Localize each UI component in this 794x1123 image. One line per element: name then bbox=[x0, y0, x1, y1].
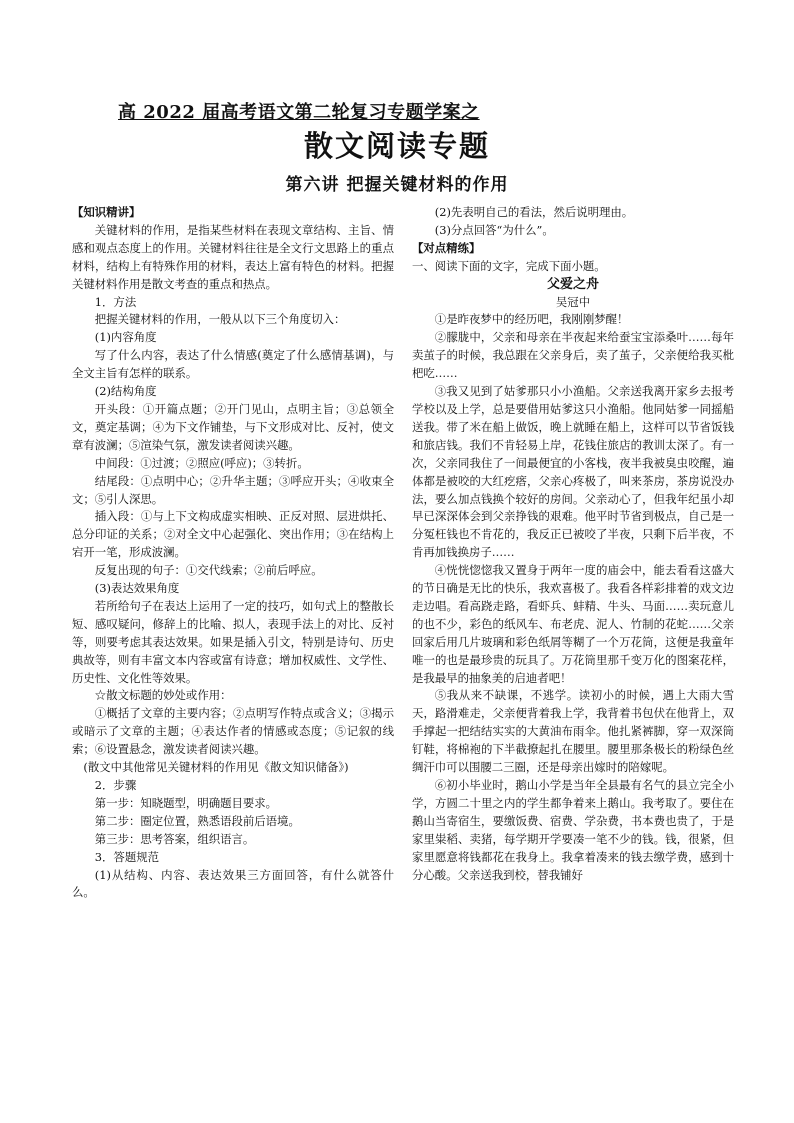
paragraph: (1)从结构、内容、表达效果三方面回答，有什么就答什么。 bbox=[72, 867, 394, 900]
page-title: 散文阅读专题 bbox=[303, 129, 490, 163]
paragraph: ①概括了文章的主要内容；②点明写作特点或含义；③揭示或暗示了文章的主题；④表达作者的情感或态度；⑤记叙的线索；⑥设置悬念，激发读者阅读兴趣。 bbox=[72, 706, 394, 757]
story-paragraph: ②朦胧中，父亲和母亲在半夜起来给蚕宝宝添桑叶……每年卖茧子的时候，我总跟在父亲身后，卖了茧子，父亲便给我买枇杷吃…… bbox=[412, 330, 734, 381]
story-author: 吴冠中 bbox=[555, 294, 591, 309]
document-series-title: 高 2022 届高考语文第二轮复习专题学案之 bbox=[118, 102, 480, 123]
subheading: 3．答题规范 bbox=[94, 849, 159, 864]
story-title: 父爱之舟 bbox=[546, 276, 599, 292]
paragraph: 中间段：①过渡；②照应(呼应)；③转折。 bbox=[94, 455, 309, 470]
subheading: ☆散文标题的妙处或作用： bbox=[94, 688, 232, 703]
paragraph: 第二步：圈定位置，熟悉语段前后语境。 bbox=[94, 813, 300, 828]
story-paragraph: ④恍恍惚惚我又置身于两年一度的庙会中，能去看看这盛大的节日确是无比的快乐，我欢喜极了。我看各样彩排着的戏文边走边唱。看高跷走路，看虾兵、蚌精、牛头、马面……卖玩意儿的也不少，彩色的纸风车、布老虎、泥人、竹制的花蛇……父亲回家后用几片玻璃和彩色纸屑等糊了一个万花筒，这便是我童年唯一的也是最珍贵的玩具了。万花筒里那千变万化的图案花样，是我最早的抽象美的启迪者吧！ bbox=[412, 563, 734, 685]
paragraph: 结尾段：①点明中心；②升华主题；③呼应开头；④收束全文；⑤引人深思。 bbox=[72, 473, 394, 506]
paragraph: 若所给句子在表达上运用了一定的技巧，如句式上的整散长短、感叹疑问，修辞上的比喻、拟人，表现手法上的对比、反衬等，则要考虑其表达效果。如果是插入引文，特别是诗句、历史典故等，则有丰富文本内容或富有诗意；增加权威性、文学性、历史性、文化性等效果。 bbox=[72, 598, 394, 685]
story-paragraph: ⑥初小毕业时，鹅山小学是当年全县最有名气的县立完全小学，方圆二十里之内的学生都争着来上鹅山。我考取了。要住在鹅山当寄宿生，要缴饭费、宿费、学杂费，书本费也贵了，于是家里粜稻、卖猪，每学期开学要凑一笔不少的钱。钱，很紧，但家里愿意将钱都花在我身上。我拿着凑来的钱去缴学费，感到十分心酸。父亲送我到校，替我铺好 bbox=[412, 778, 734, 882]
paragraph: (3)分点回答“为什么”。 bbox=[434, 222, 554, 237]
paragraph: 关键材料的作用，是指某些材料在表现文章结构、主旨、情感和观点态度上的作用。关键材料往往是全文行文思路上的重点材料，结构上有特殊作用的材料，表达上富有特色的材料。把握关键材料作用是散文考查的重点和热点。 bbox=[72, 222, 394, 291]
subheading: 1．方法 bbox=[94, 294, 137, 309]
subheading: (1)内容角度 bbox=[94, 330, 157, 345]
left-column bbox=[72, 204, 394, 902]
paragraph: 开头段：①开篇点题；②开门见山，点明主旨；③总领全文，奠定基调；④为下文作铺垫，与下文形成对比、反衬，使文章有波澜；⑤渲染气氛，激发读者阅读兴趣。 bbox=[72, 401, 394, 452]
paragraph: 写了什么内容，表达了什么情感(奠定了什么感情基调)，与全文主旨有怎样的联系。 bbox=[72, 348, 394, 381]
paragraph: 反复出现的句子：①交代线索；②前后呼应。 bbox=[94, 563, 323, 578]
paragraph: 第一步：知晓题型，明确题目要求。 bbox=[94, 795, 278, 810]
subheading: 2．步骤 bbox=[94, 778, 137, 792]
right-column bbox=[412, 204, 734, 884]
paragraph: (散文中其他常见关键材料的作用见《散文知识储备》) bbox=[83, 760, 349, 775]
paragraph: (2)先表明自己的看法，然后说明理由。 bbox=[434, 205, 634, 219]
story-paragraph: ③我又见到了姑爹那只小小渔船。父亲送我离开家乡去报考学校以及上学，总是要借用姑爹这只小渔船。他同姑爹一同摇船送我。带了米在船上做饭，晚上就睡在船上，这样可以节省饭钱和旅店钱。我们不肯轻易上岸，花钱住旅店的教训太深了。有一次，父亲同我住了一间最便宜的小客栈，夜半我被臭虫咬醒，遍体都是被咬的大红疙瘩，父亲心疼极了，叫来茶房，茶房说没办法，要么加点钱换个较好的房间。父亲动心了，但我年纪虽小却早已深深体会到父亲挣钱的艰难。他平时节省到极点，自己是一分冤枉钱也不肯花的，我反正已被咬了半夜，只剩下后半夜，不肯再加钱换房子…… bbox=[412, 384, 734, 560]
paragraph: 第三步：思考答案，组织语言。 bbox=[94, 831, 255, 846]
paragraph: 插入段：①与上下文构成虚实相映、正反对照、层进烘托、总分印证的关系；②对全文中心起强化、突出作用；③在结构上宕开一笔，形成波澜。 bbox=[72, 509, 394, 560]
section-heading: 【对点精练】 bbox=[412, 240, 481, 255]
story-paragraph: ①是昨夜梦中的经历吧，我刚刚梦醒！ bbox=[434, 312, 629, 327]
paragraph: 把握关键材料的作用，一般从以下三个角度切入： bbox=[94, 312, 346, 327]
lecture-subtitle: 第六讲 把握关键材料的作用 bbox=[285, 175, 509, 195]
question-instruction: 一、阅读下面的文字，完成下面小题。 bbox=[412, 258, 606, 273]
section-heading: 【知识精讲】 bbox=[72, 205, 141, 219]
subheading: (2)结构角度 bbox=[94, 384, 157, 399]
story-paragraph: ⑤我从来不缺课，不逃学。读初小的时候，遇上大雨大雪天，路滑难走，父亲便背着我上学，我背着书包伏在他背上，双手撑起一把结结实实的大黄油布雨伞。他扎紧裤脚，穿一双深筒钉鞋，将棉袍的下半截撩起扎在腰里。腰里那条极长的粉绿色丝绸汗巾可以围腰二三圈，还是母亲出嫁时的陪嫁呢。 bbox=[412, 688, 734, 775]
subheading: (3)表达效果角度 bbox=[94, 581, 180, 596]
